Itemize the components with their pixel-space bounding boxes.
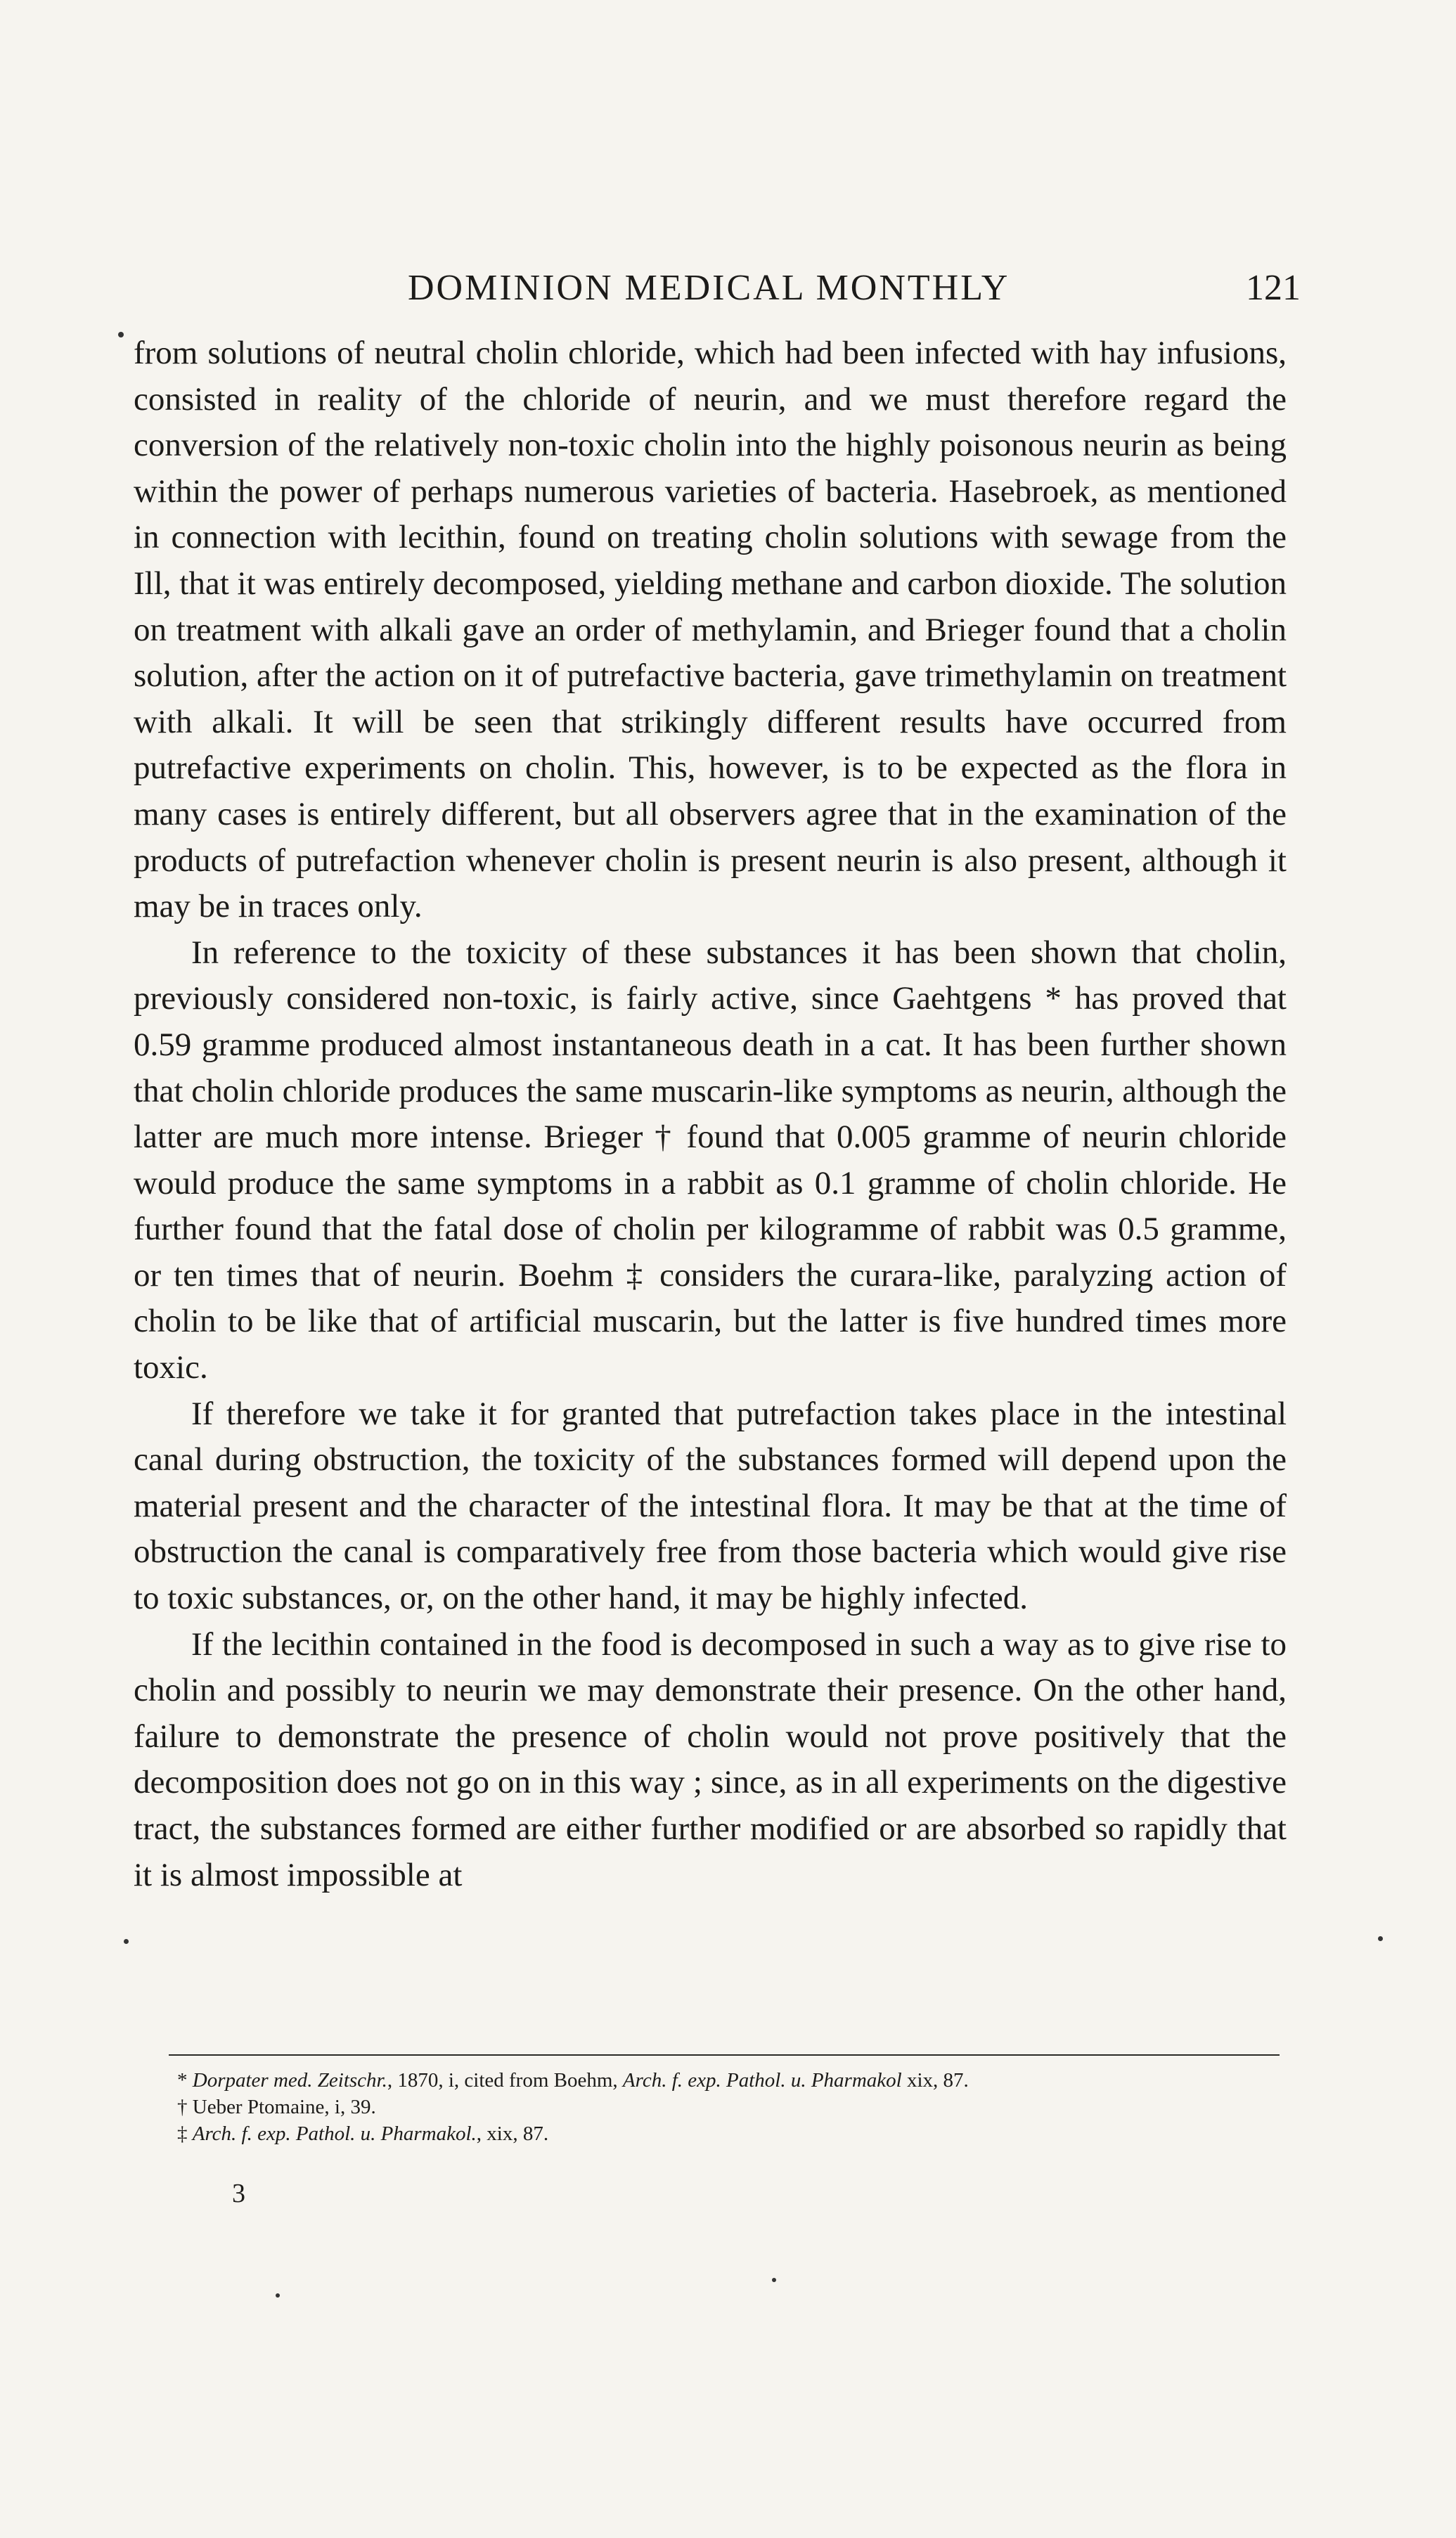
footnote-3-mark: ‡ [177, 2122, 193, 2145]
footnote-1-mark: * [177, 2069, 193, 2092]
scan-speck [276, 2293, 280, 2298]
body-text [134, 330, 1287, 1898]
footnotes [141, 2067, 1287, 2147]
footnote-3-source: Arch. f. exp. Pathol. u. Pharmakol. [192, 2122, 477, 2145]
scan-speck [118, 332, 124, 337]
running-title: DOMINION MEDICAL MONTHLY [408, 268, 1010, 308]
footnote-1-source: Arch. f. exp. Pathol. u. Pharmakol [622, 2069, 902, 2092]
paragraph-2: In reference to the toxicity of these substances it has been shown that cholin, previously considered non-toxic, is fairly active, since Gaehtgens * has proved that 0.59 gramme produced almost instantaneous death in a cat. It has been further shown that cholin chloride produces the same muscarin-like symptoms as neurin, although the latter are much more intense. Brieger † found that 0.005 gramme of neurin chloride would produce the same symptoms in a rabbit as 0.1 gramme of cholin chloride. He further found that the fatal dose of cholin per kilogramme of rabbit was 0.5 gramme, or ten times that of neurin. Boehm ‡ considers the curara-like, paralyzing action of cholin to be like that of artificial muscarin, but the latter is five hundred times more toxic. [134, 934, 1287, 1386]
footnote-1-journal: Dorpater med. Zeitschr. [192, 2069, 387, 2092]
footnote-2: † Ueber Ptomaine, i, 39. [177, 2096, 376, 2118]
scan-speck [124, 1939, 129, 1944]
running-head [408, 267, 1301, 309]
paragraph-4: If the lecithin contained in the food is decomposed in such a way as to give rise to cholin and possibly to neurin we may demonstrate their presence. On the other hand, failure to demonstrate the presence of cholin would not prove positively that the decomposition does not go on in this way ; since, as in all experiments on the digestive tract, the substances formed are either further modified or are absorbed so rapidly that it is almost impossible at [134, 1625, 1287, 1893]
paragraph-1: from solutions of neutral cholin chloride, which had been infected with hay infusions, consisted in reality of the chloride of neurin, and we must therefore regard the conversion of the relatively non-toxic cholin into the highly poisonous neurin as being within the power of perhaps numerous varieties of bacteria. Hasebroek, as mentioned in connection with lecithin, found on treating cholin solutions with sewage from the Ill, that it was entirely decomposed, yielding methane and carbon dioxide. The solution on treatment with alkali gave an order of methylamin, and Brieger found that a cholin solution, after the action on it of putrefactive bacteria, gave trimethylamin on treatment with alkali. It will be seen that strikingly different results have occurred from putrefactive experiments on cholin. This, however, is to be expected as the flora in many cases is entirely different, but all observers agree that in the examination of the products of putrefaction whenever cholin is present neurin is also present, although it may be in traces only. [134, 335, 1287, 925]
signature-mark: 3 [232, 2179, 245, 2208]
footnote-3 [141, 2120, 1287, 2147]
footnote-1-end: xix, 87. [901, 2069, 969, 2092]
scan-speck [1378, 1936, 1383, 1941]
footnote-rule [169, 2054, 1280, 2056]
scan-speck [772, 2278, 776, 2282]
footnote-1 [141, 2067, 1287, 2094]
paragraph-3: If therefore we take it for granted that putrefaction takes place in the intestinal canal during obstruction, the toxicity of the substances formed will depend upon the material present and the character of the intestinal flora. It may be that at the time of obstruction the canal is comparatively free from those bacteria which would give rise to toxic substances, or, on the other hand, it may be highly infected. [134, 1395, 1287, 1617]
footnote-3-end: , xix, 87. [476, 2122, 549, 2145]
page-number: 121 [1246, 268, 1301, 308]
footnote-1-mid: , 1870, i, cited from Boehm, [387, 2069, 623, 2092]
